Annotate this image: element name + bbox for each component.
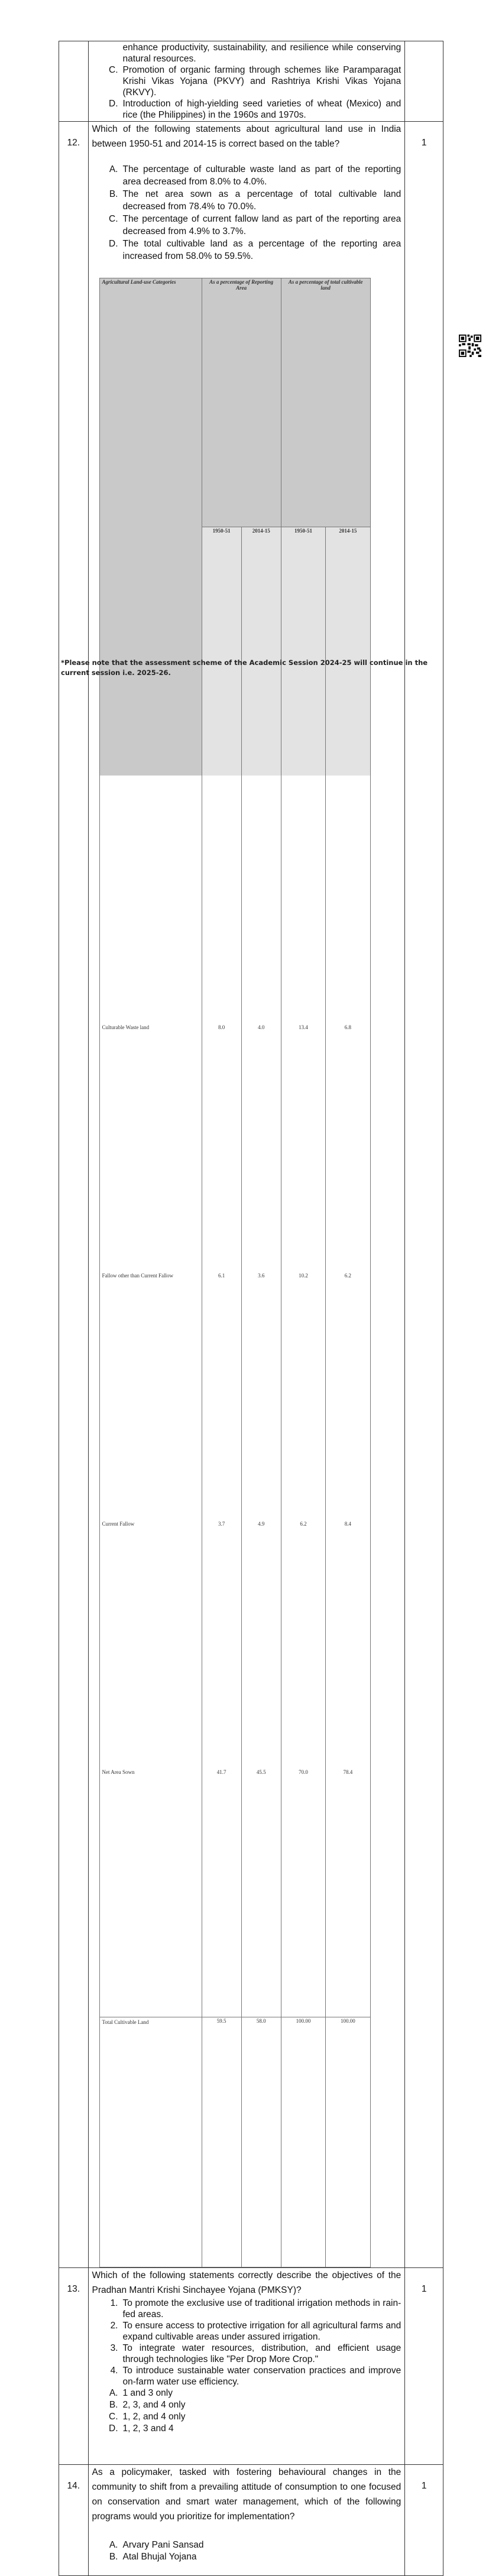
option-label: C. [109,65,118,75]
option-text: The total cultivable land as a percentage of the reporting area increased from 58.0% to 59.5%. [122,239,401,261]
option-label: B. [109,189,118,199]
marks: 1 [405,122,443,2268]
table-row-name: Total Cultivable Land [99,2017,202,2267]
option-text: Arvary Pani Sansad [122,2540,204,2550]
question-content-cell [88,122,405,2268]
land-use-table [99,278,371,2267]
table-cell: 4.9 [241,1520,281,1769]
question-row-12 [59,122,443,2268]
option-item [92,2551,401,2563]
question-row-13 [59,2268,443,2465]
option-text: Atal Bhujal Yojana [122,2552,197,2562]
question-content-cell [88,41,405,122]
table-header-group1: As a percentage of Reporting Area [202,278,281,527]
question-number-cell [59,41,89,122]
option-label: D. [109,99,118,109]
table-cell: 58.0 [241,2017,281,2267]
option-text: 1, 2, 3 and 4 [122,2423,174,2434]
option-label: A. [109,164,118,174]
table-cell: 6.2 [326,1272,370,1520]
marks: 1 [405,2268,443,2465]
table-cell: 8.0 [202,1024,241,1272]
statement-item [92,2343,401,2365]
option-label: C. [109,2412,118,2422]
option-label: A. [109,2388,118,2398]
marks-cell [405,41,443,122]
option-item [92,188,401,213]
statement-item [92,2365,401,2387]
question-number: 13. [59,2268,89,2465]
statement-text: To introduce sustainable water conservation practices and improve on-farm water use efficiency. [122,2366,401,2387]
question-text: As a policymaker, tasked with fostering behavioural changes in the community to shift from a prevailing attitude of consumption to one focused on conservation and smart water management, which of the following programs would you prioritize for implementation? [92,2467,401,2522]
question-content-cell [88,2268,405,2465]
option-item [92,2387,401,2399]
question-row-14 [59,2465,443,2576]
option-item [92,64,401,98]
table-row [99,1024,370,1272]
table-cell: 70.0 [281,1769,325,2017]
statement-label: 2. [110,2321,118,2331]
marks: 1 [405,2465,443,2576]
table-cell: 3.6 [241,1272,281,1520]
question-text: Which of the following statements correctly describe the objectives of the Pradhan Mantri Krishi Sinchayee Yojana (PMKSY)? [92,2270,401,2295]
table-year-header: 1950-51 [202,527,241,776]
option-item [92,213,401,238]
table-cell: 45.5 [241,1769,281,2017]
table-cell: 8.4 [326,1520,370,1769]
table-cell: 13.4 [281,1024,325,1272]
statement-label: 4. [110,2366,118,2376]
table-cell: 6.2 [281,1520,325,1769]
option-text: Introduction of high-yielding seed varieties of wheat (Mexico) and rice (the Philippines) in the 1960s and 1970s. [122,99,401,120]
option-label: A. [109,2540,118,2550]
option-item [92,2423,401,2435]
option-text: The percentage of culturable waste land as part of the reporting area decreased from 8.0% to 4.0%. [122,164,401,187]
table-cell: 78.4 [326,1769,370,2017]
table-cell: 59.5 [202,2017,241,2267]
statement-text: To integrate water resources, distribution, and efficient usage through technologies like "Per Drop More Crop." [122,2343,401,2364]
option-label: B. [109,2552,118,2562]
option-text: enhance productivity, sustainability, and resilience while conserving natural resources. [122,43,401,64]
statement-item [92,2298,401,2320]
question-content-cell [88,2465,405,2576]
table-cell: 6.1 [202,1272,241,1520]
option-text: The percentage of current fallow land as part of the reporting area decreased from 4.9% to 3.7%. [122,214,401,236]
option-label: B. [109,2400,118,2410]
table-cell: 4.0 [241,1024,281,1272]
option-item [92,2539,401,2551]
footer-note: *Please note that the assessment scheme of the Academic Session 2024-25 will continue in the current session i.e. 2025-26. [61,658,428,677]
table-cell: 3.7 [202,1520,241,1769]
question-text: Which of the following statements about agricultural land use in India between 1950-51 and 2014-15 is correct based on the table? [92,124,401,149]
question-row-continued [59,41,443,122]
option-text: 2, 3, and 4 only [122,2400,186,2410]
table-row-name: Fallow other than Current Fallow [102,1273,173,1279]
question-number: 14. [59,2465,89,2576]
table-year-header: 1950-51 [281,527,325,776]
table-row-name: Current Fallow [102,1521,135,1527]
option-label: D. [109,2423,118,2434]
option-item [92,2399,401,2411]
table-row [99,1520,370,1769]
option-text: 1, 2, and 4 only [122,2412,186,2422]
statement-label: 3. [110,2343,118,2353]
statement-text: To ensure access to protective irrigation for all agricultural farms and expand cultivable areas under assured irrigation. [122,2321,401,2342]
table-header-group2: As a percentage of total cultivable land [281,278,370,527]
statement-label: 1. [110,2298,118,2308]
table-cell: 6.8 [326,1024,370,1272]
table-cell: 100.00 [326,2017,370,2267]
option-item [92,238,401,262]
table-cell: 41.7 [202,1769,241,2017]
statement-item [92,2320,401,2343]
option-label: D. [109,239,118,249]
table-year-header: 2014-15 [326,527,370,776]
table-row [99,1272,370,1520]
option-item [92,98,401,121]
table-row [99,1769,370,2017]
table-cell: 100.00 [281,2017,325,2267]
table-row-name: Net Area Sown [102,1769,135,1775]
option-continued [92,42,401,64]
option-text: 1 and 3 only [122,2388,173,2398]
table-row-name: Culturable Waste land [102,1024,150,1030]
question-table [59,41,443,2576]
statement-text: To promote the exclusive use of traditional irrigation methods in rain-fed areas. [122,2298,401,2319]
question-number: 12. [59,122,89,2268]
table-total-row [99,2017,370,2267]
option-text: Promotion of organic farming through schemes like Paramparagat Krishi Vikas Yojana (PKVY) and Rashtriya Krishi Vikas Yojana (RKVY). [122,65,401,98]
qr-code-icon[interactable] [459,335,481,357]
table-cell: 10.2 [281,1272,325,1520]
table-year-header: 2014-15 [241,527,281,776]
table-header-category: Agricultural Land-use Categories [99,278,202,776]
option-text: The net area sown as a percentage of total cultivable land decreased from 78.4% to 70.0%. [122,189,401,212]
option-label: C. [109,214,118,224]
option-item [92,2411,401,2423]
option-item [92,163,401,188]
